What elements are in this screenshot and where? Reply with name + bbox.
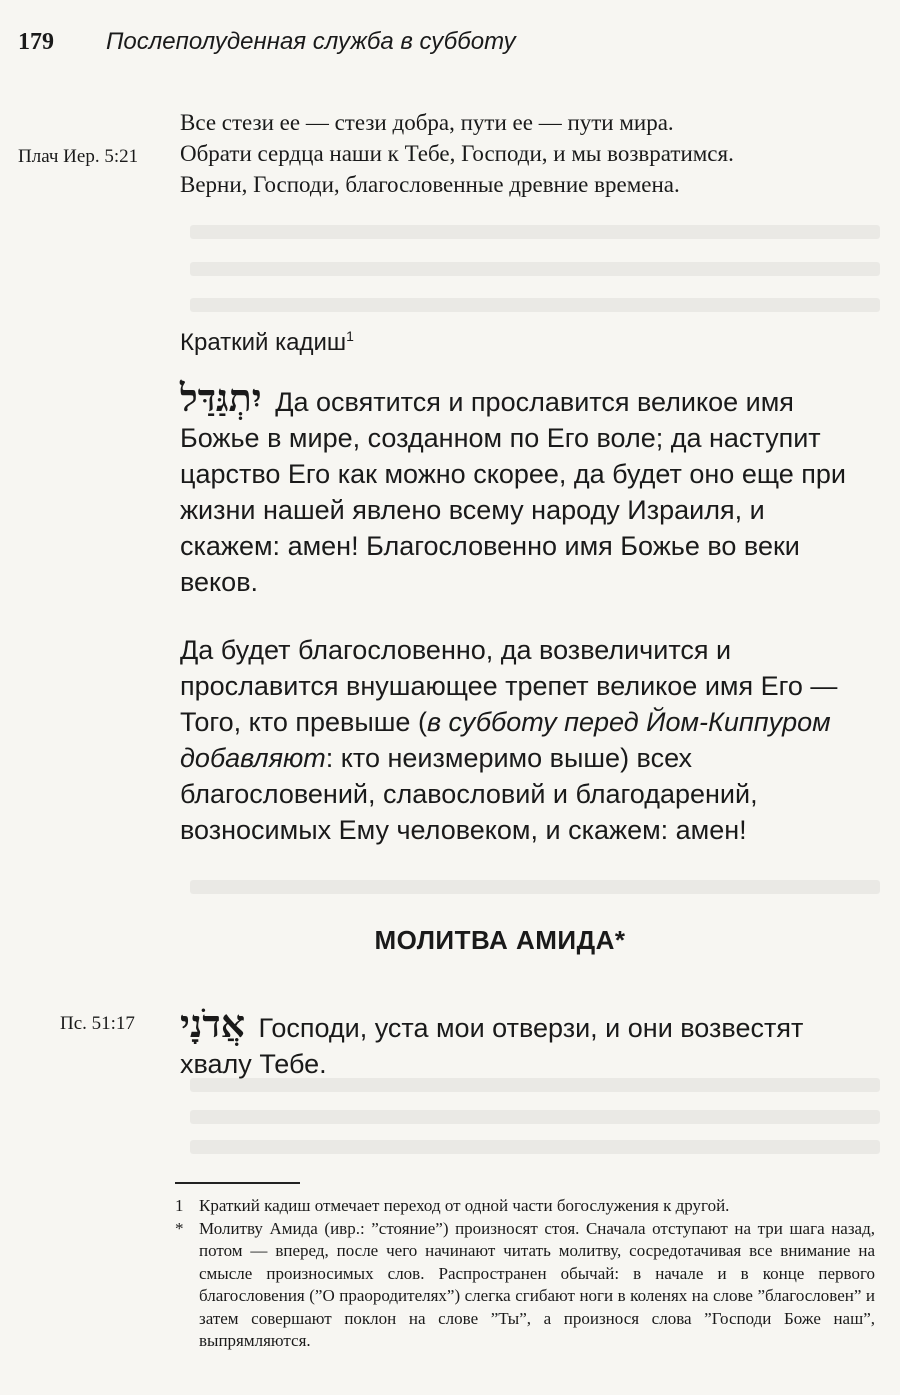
footnote-mark: 1 <box>346 328 354 344</box>
footnote <box>175 1195 875 1218</box>
amida-title: МОЛИТВА АМИДА* <box>374 925 626 955</box>
verse-line: Верни, Господи, благословенные древние времена. <box>180 172 680 197</box>
page-number: 179 <box>18 29 54 55</box>
footnote-marker: * <box>175 1218 184 1238</box>
kaddish-paragraph-2 <box>180 632 870 848</box>
footnote-marker: 1 <box>175 1196 184 1215</box>
hebrew-incipit: יִתְגַּדַּל <box>180 375 262 420</box>
footnote-text: Краткий кадиш отмечает переход от одной части богослужения к другой. <box>199 1196 730 1215</box>
amida-paragraph <box>180 1001 870 1082</box>
kaddish-text-1: Да освятится и прославится великое имя Божье в мире, созданном по Его воле; да наступит царство Его как можно скорее, да будет оно еще при жизни нашей явлено всему народу Израиля, и скажем: амен! Благословенно имя Божье во веки веков. <box>180 387 846 597</box>
kaddish-paragraph-1 <box>180 375 870 600</box>
kaddish-text-2a: Да будет благословенно, да возвеличится и прославится внушающее трепет великое имя Его — Того, кто превыше ( <box>180 635 838 737</box>
kaddish-heading-text: Краткий кадиш <box>180 329 347 356</box>
kaddish-text-2b: : кто неизмеримо выше) всех благословений, славословий и благодарений, возносимых Ему человеком, и скажем: амен! <box>180 743 758 845</box>
page-header <box>18 28 516 56</box>
hebrew-incipit-amida: אֲדֹנָי <box>180 1001 245 1046</box>
verse-line: Обрати сердца наши к Тебе, Господи, и мы возвратимся. <box>180 141 734 166</box>
kaddish-text-2-italic: в субботу перед Йом-Киппуром добавляют <box>180 707 831 773</box>
verse-line: Все стези ее — стези добра, пути ее — пути мира. <box>180 110 674 135</box>
footnote-text: Молитву Амида (ивр.: ”стояние”) произносят стоя. Сначала отступают на три шага назад, потом — вперед, после чего начинают читать молитву, сосредотачивая все внимание на смысле произносимых слов. Распространен обычай: в начале и в конце первого благословения (”О праородителях”) слегка сгибают ноги в коленях на слове ”благословен” и затем совершают поклон на слове ”Ты”, а произнося слова ”Господи Боже наш”, выпрямляются. <box>199 1218 875 1350</box>
verse-block <box>180 107 880 200</box>
amida-text: Господи, уста мои отверзи, и они возвестят хвалу Тебе. <box>180 1013 804 1079</box>
running-title: Послеполуденная служба в субботу <box>106 28 516 55</box>
footnote <box>175 1218 875 1353</box>
margin-reference-psalms: Пс. 51:17 <box>60 1013 135 1034</box>
footnotes <box>175 1195 875 1353</box>
footnote-rule <box>175 1182 300 1184</box>
margin-reference-lamentations: Плач Иер. 5:21 <box>18 146 139 167</box>
kaddish-heading <box>180 328 354 357</box>
